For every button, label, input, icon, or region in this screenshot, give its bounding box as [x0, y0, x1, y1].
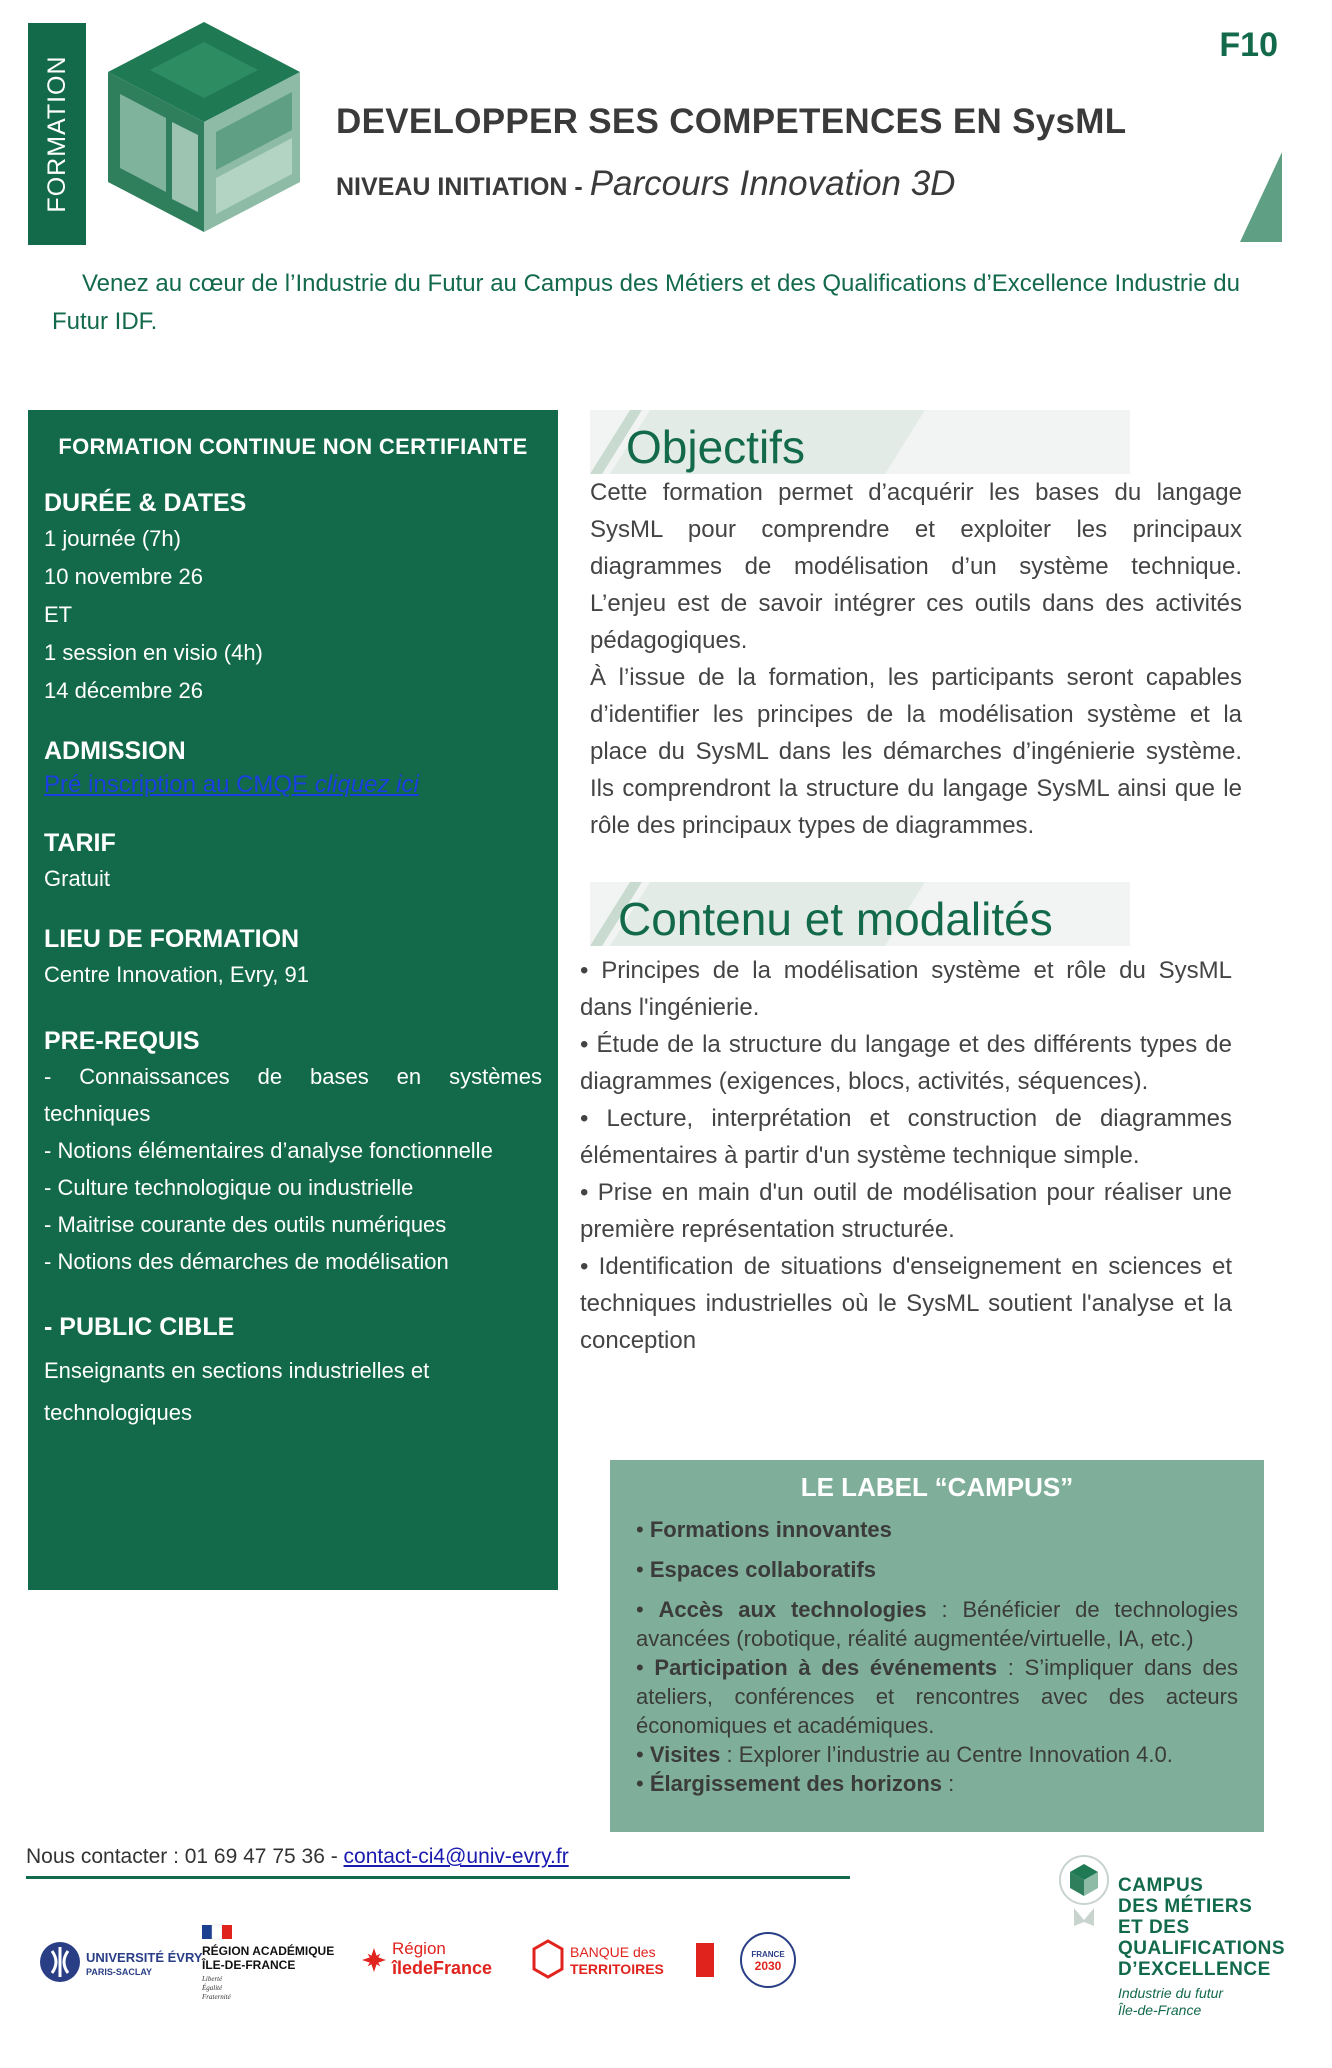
campus-item-text: :	[942, 1771, 955, 1796]
campus-logo-subline: Industrie du futur	[1118, 1985, 1224, 2001]
campus-item: • Espaces collaboratifs	[636, 1557, 877, 1582]
admission-link-text[interactable]: Pré inscription au CMQE	[44, 771, 315, 798]
contenu-list	[580, 952, 1232, 1359]
duree-line: ET	[44, 602, 73, 627]
campus-logo-subtext	[1118, 1985, 1223, 2019]
campus-item-bold: Formations innovantes	[649, 1517, 892, 1542]
contact-email-link[interactable]: contact-ci4@univ-evry.fr	[343, 1845, 569, 1868]
campus-logo-line: CAMPUS	[1118, 1875, 1204, 1896]
page-title: DEVELOPPER SES COMPETENCES EN SysML	[336, 102, 1127, 141]
corner-triangle-icon	[1240, 152, 1282, 242]
cube-logo-icon	[108, 22, 300, 232]
level-label: NIVEAU INITIATION -	[336, 173, 590, 201]
region-academique-logo	[198, 1925, 348, 2005]
region-acad-line5: Fraternité	[202, 1993, 231, 2001]
contenu-item: • Lecture, interprétation et construction de diagrammes élémentaires à partir d'un système technique simple.	[580, 1105, 1232, 1169]
f2030-line2: 2030	[754, 1959, 782, 1973]
duree-heading: DURÉE & DATES	[44, 489, 247, 517]
page-subtitle	[336, 164, 955, 204]
contenu-item: • Principes de la modélisation système et rôle du SysML dans l'ingénierie.	[580, 957, 1232, 1021]
region-idf-line2: îledeFrance	[392, 1958, 493, 1978]
contenu-item: • Identification de situations d'enseignement en sciences et techniques industrielles où le SysML soutient l'analyse et la conception	[580, 1253, 1232, 1354]
admission-link-em[interactable]: cliquez ici	[314, 771, 419, 798]
campus-box-title: LE LABEL “CAMPUS”	[800, 1472, 1074, 1502]
contenu-item: • Prise en main d'un outil de modélisation pour réaliser une première représentation structurée.	[580, 1179, 1232, 1243]
f2030-line1: FRANCE	[751, 1950, 785, 1959]
objectifs-title: Objectifs	[626, 421, 805, 473]
campus-item-text: : Explorer l’industrie au Centre Innovation 4.0.	[720, 1742, 1173, 1767]
campus-logo-line: ET DES	[1118, 1917, 1190, 1938]
campus-logo-text	[1118, 1875, 1285, 1980]
campus-item-bold: Élargissement des horizons	[649, 1771, 943, 1796]
contenu-title: Contenu et modalités	[618, 893, 1053, 945]
public-line: Enseignants en sections industrielles et	[44, 1358, 430, 1383]
univ-evry-name: UNIVERSITÉ ÉVRY	[86, 1950, 203, 1965]
univ-evry-sub: PARIS-SACLAY	[86, 1967, 153, 1977]
campus-label-box	[610, 1460, 1264, 1832]
campus-item-bold: Accès aux technologies	[658, 1597, 927, 1622]
campus-item: • Élargissement des horizons :	[636, 1771, 955, 1796]
region-acad-line1: RÉGION ACADÉMIQUE	[202, 1944, 335, 1958]
bdt-line2: TERRITOIRES	[570, 1961, 664, 1977]
contact-phone: Nous contacter : 01 69 47 75 36 -	[26, 1845, 344, 1868]
info-panel	[28, 410, 558, 1590]
campus-item: • Formations innovantes	[636, 1517, 892, 1542]
panel-top-label: FORMATION CONTINUE NON CERTIFIANTE	[58, 434, 528, 459]
univ-evry-logo	[38, 1935, 203, 1989]
lieu-heading: LIEU DE FORMATION	[44, 925, 300, 953]
region-idf-line1: Région	[392, 1939, 446, 1958]
campus-item: • Participation à des événements : S’impliquer dans des ateliers, conférences et rencontres avec des acteurs économiques et académiques.	[636, 1655, 1238, 1738]
prereq-item: - Notions des démarches de modélisation	[44, 1249, 449, 1274]
region-acad-line3: Liberté	[202, 1975, 223, 1983]
document-code: F10	[1219, 26, 1278, 64]
campus-item-text: : Bénéficier de technologies avancées (robotique, réalité augmentée/virtuelle, IA, etc.)	[636, 1597, 1238, 1651]
france-2030-logo	[738, 1930, 798, 1990]
banque-territoires-logo	[530, 1937, 718, 1983]
duree-line: 1 journée (7h)	[44, 526, 181, 551]
prereq-item: - Maitrise courante des outils numériques	[44, 1212, 447, 1237]
duree-line: 10 novembre 26	[44, 564, 203, 589]
campus-item-bold: Espaces collaboratifs	[649, 1557, 877, 1582]
campus-item-bold: Participation à des événements	[654, 1655, 998, 1680]
objectifs-p1: Cette formation permet d’acquérir les bases du langage SysML pour comprendre et exploiter les principaux diagrammes de modélisation d’un système technique. L’enjeu est de savoir intégrer ces outils dans des activités pédagogiques.	[590, 479, 1242, 654]
objectifs-p2: À l’issue de la formation, les participants seront capables d’identifier les principes de la modélisation système et la place du SysML dans les démarches d’ingénierie système. Ils comprendront la structure du langage SysML ainsi que le rôle des principaux types de diagrammes.	[590, 664, 1242, 839]
prereq-item: - Notions élémentaires d’analyse fonctionnelle	[44, 1138, 493, 1163]
prereq-item: - Connaissances de bases en systèmes techniques	[44, 1064, 542, 1126]
admission-heading: ADMISSION	[44, 737, 186, 765]
formation-side-banner	[28, 23, 86, 245]
campus-item: • Visites : Explorer l’industrie au Centre Innovation 4.0.	[636, 1742, 1173, 1767]
region-acad-line2: ÎLE-DE-FRANCE	[202, 1958, 296, 1972]
contenu-band	[590, 882, 1130, 946]
public-heading: - PUBLIC CIBLE	[44, 1313, 235, 1341]
campus-item-bold: Visites	[649, 1742, 721, 1767]
campus-item-text: : S’impliquer dans des ateliers, conférences et rencontres avec des acteurs économiques et académiques.	[636, 1655, 1238, 1738]
contenu-item: • Étude de la structure du langage et des différents types de diagrammes (exigences, blocs, activités, séquences).	[580, 1031, 1232, 1095]
region-acad-line4: Égalité	[202, 1984, 223, 1992]
side-banner-label: FORMATION	[43, 55, 71, 213]
prereq-heading: PRE-REQUIS	[44, 1027, 200, 1055]
campus-logo-subline: Île-de-France	[1118, 2002, 1202, 2018]
campus-item: • Accès aux technologies : Bénéficier de technologies avancées (robotique, réalité augmentée/virtuelle, IA, etc.)	[636, 1597, 1238, 1651]
campus-logo-line: DES MÉTIERS	[1118, 1896, 1253, 1917]
public-line: technologiques	[44, 1400, 193, 1425]
contact-line	[26, 1845, 569, 1869]
tarif-value: Gratuit	[44, 866, 111, 891]
objectifs-text	[590, 474, 1242, 844]
tarif-heading: TARIF	[44, 829, 116, 857]
footer-divider	[26, 1876, 850, 1879]
duree-line: 1 session en visio (4h)	[44, 640, 263, 665]
campus-logo-line: D’EXCELLENCE	[1118, 1959, 1271, 1980]
objectifs-band	[590, 410, 1130, 474]
admission-link[interactable]	[44, 768, 542, 802]
bdt-line1: BANQUE des	[570, 1944, 656, 1960]
region-idf-logo	[362, 1932, 512, 1982]
intro-text: Venez au cœur de l’Industrie du Futur au Campus des Métiers et des Qualifications d’Excellence Industrie du Futur IDF.	[52, 270, 1240, 335]
campus-logo-line: QUALIFICATIONS	[1118, 1938, 1286, 1959]
lieu-value: Centre Innovation, Evry, 91	[44, 962, 309, 987]
duree-line: 14 décembre 26	[44, 678, 203, 703]
path-label: Parcours Innovation 3D	[589, 164, 956, 203]
prereq-item: - Culture technologique ou industrielle	[44, 1175, 414, 1200]
